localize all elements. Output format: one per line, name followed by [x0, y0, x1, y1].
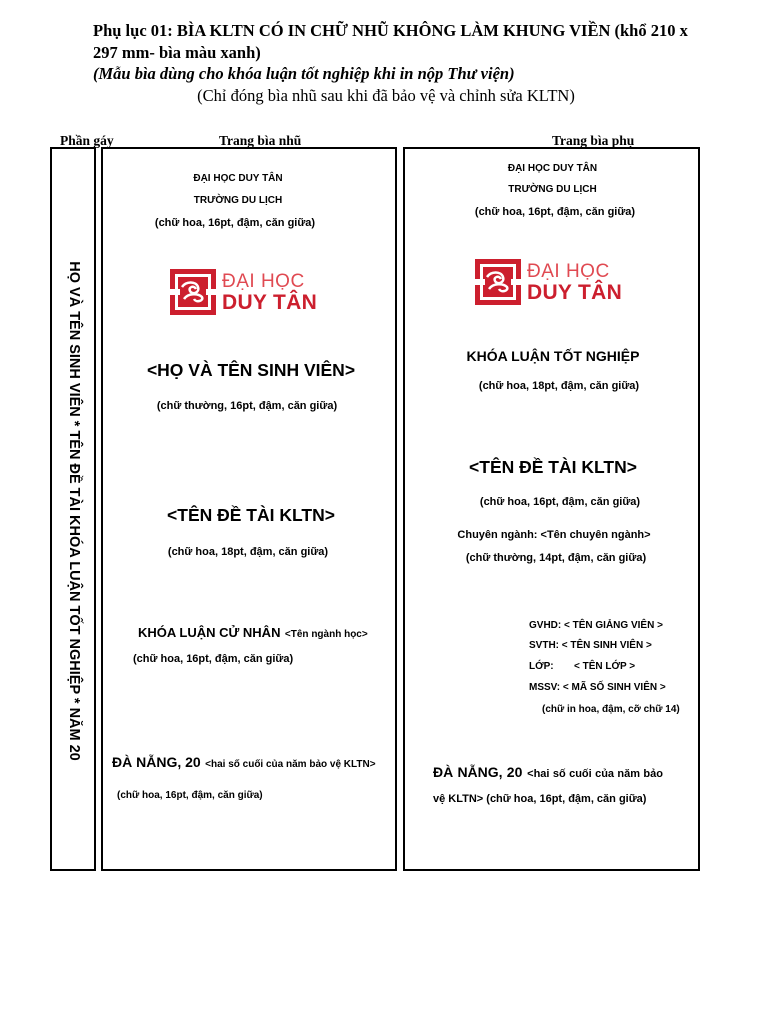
- cover-column-label: Trang bìa nhũ: [219, 133, 302, 148]
- inner-major: Chuyên ngành: <Tên chuyên ngành>: [457, 529, 651, 541]
- cover-degree-major: <Tên ngành học>: [284, 629, 368, 640]
- inner-lop-label: LỚP:: [529, 661, 554, 672]
- cover-city-year: [112, 754, 376, 772]
- cover-city-year-main: ĐÀ NẴNG, 20: [112, 754, 201, 770]
- logo-line1: ĐẠI HỌC: [222, 270, 305, 292]
- spine-text: HỌ VÀ TÊN SINH VIÊN * TÊN ĐỀ TÀI KHÓA LUẬN TỐT NGHIỆP * NĂM 20: [66, 261, 82, 761]
- cover-degree-note: (chữ hoa, 16pt, đậm, căn giữa): [133, 653, 294, 665]
- inner-thesis-title: <TÊN ĐỀ TÀI KLTN>: [469, 457, 637, 477]
- logo-line2: DUY TÂN: [222, 290, 318, 314]
- inner-major-note: (chữ thường, 14pt, đậm, căn giữa): [465, 552, 647, 564]
- inner-school-note: (chữ hoa, 16pt, đậm, căn giữa): [474, 206, 636, 218]
- cover-university: ĐẠI HỌC DUY TÂN: [193, 173, 283, 184]
- inner-info-note: (chữ in hoa, đậm, cỡ chữ 14): [542, 704, 680, 715]
- cover-school-note: (chữ hoa, 16pt, đậm, căn giữa): [154, 217, 316, 229]
- spine-column-label: Phần gáy: [60, 133, 114, 148]
- cover-degree-main: KHÓA LUẬN CỬ NHÂN: [138, 625, 281, 640]
- inner-lop-value: < TÊN LỚP >: [574, 661, 636, 672]
- appendix-title: [93, 20, 693, 64]
- cover-city-note: (chữ hoa, 16pt, đậm, căn giữa): [117, 790, 263, 801]
- inner-panel: [403, 147, 700, 871]
- cover-school: TRƯỜNG DU LỊCH: [193, 195, 283, 206]
- logo-line2: DUY TÂN: [527, 280, 623, 304]
- inner-logo: [475, 259, 622, 305]
- cover-city-year-suffix: <hai số cuối của năm bảo vệ KLTN>: [205, 759, 376, 770]
- appendix-title-text: : BÌA KLTN CÓ IN CHỮ NHŨ KHÔNG LÀM KHUNG VIỀN (khổ 210 x 297 mm- bìa màu xanh): [93, 21, 688, 62]
- appendix-note: (Chỉ đóng bìa nhũ sau khi đã bảo vệ và chỉnh sửa KLTN): [197, 86, 575, 105]
- cover-student-name: <HỌ VÀ TÊN SINH VIÊN>: [146, 360, 356, 380]
- inner-type-note: (chữ hoa, 18pt, đậm, căn giữa): [478, 380, 640, 392]
- university-logo-icon: [170, 269, 216, 315]
- inner-city-year: [433, 761, 663, 811]
- inner-university: ĐẠI HỌC DUY TÂN: [507, 163, 598, 174]
- inner-gvhd: GVHD: < TÊN GIẢNG VIÊN >: [529, 620, 663, 631]
- cover-thesis-title: <TÊN ĐỀ TÀI KLTN>: [167, 505, 335, 525]
- inner-mssv: MSSV: < MÃ SỐ SINH VIÊN >: [529, 682, 666, 693]
- cover-logo: [170, 269, 317, 315]
- spine-panel: [50, 147, 96, 871]
- inner-title-note: (chữ hoa, 16pt, đậm, căn giữa): [479, 496, 641, 508]
- inner-city-rest: <hai số cuối của năm bảo vệ KLTN> (chữ hoa, 16pt, đậm, căn giữa): [433, 768, 663, 805]
- inner-school: TRƯỜNG DU LỊCH: [508, 184, 597, 195]
- cover-degree: [138, 624, 368, 642]
- inner-city-year-main: ĐÀ NẴNG, 20: [433, 764, 523, 780]
- university-logo-icon: [475, 259, 521, 305]
- cover-title-note: (chữ hoa, 18pt, đậm, căn giữa): [167, 546, 329, 558]
- cover-panel: [101, 147, 397, 871]
- inner-thesis-type: KHÓA LUẬN TỐT NGHIỆP: [466, 348, 640, 364]
- cover-student-note: (chữ thường, 16pt, đậm, căn giữa): [156, 400, 338, 412]
- appendix-label: Phụ lục 01: [93, 21, 168, 40]
- inner-svth: SVTH: < TÊN SINH VIÊN >: [529, 640, 652, 651]
- logo-line1: ĐẠI HỌC: [527, 260, 610, 282]
- appendix-subtitle: (Mẫu bìa dùng cho khóa luận tốt nghiệp khi in nộp Thư viện): [93, 64, 515, 83]
- inner-column-label: Trang bìa phụ: [552, 133, 635, 148]
